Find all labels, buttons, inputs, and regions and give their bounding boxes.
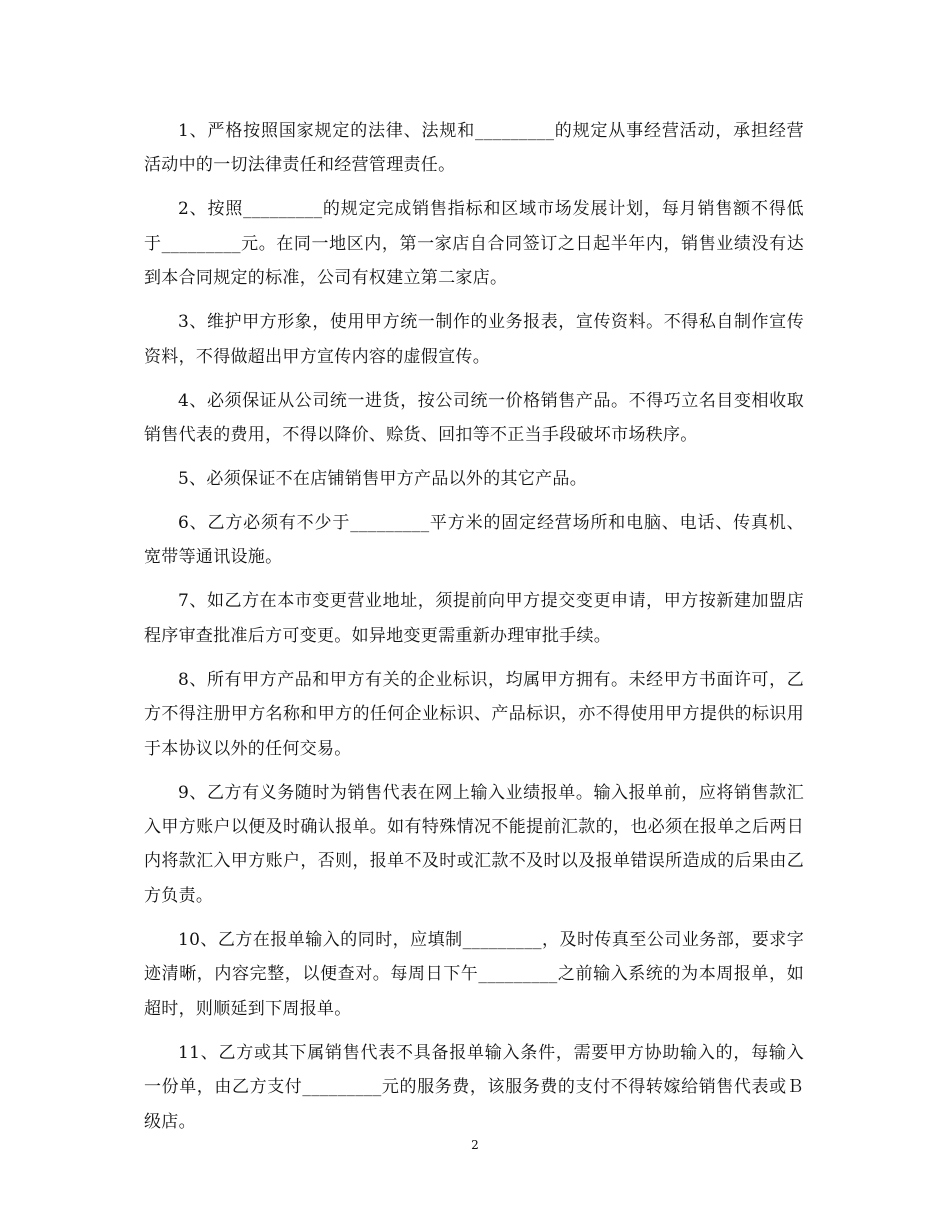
clause-8: 8、所有甲方产品和甲方有关的企业标识，均属甲方拥有。未经甲方书面许可，乙方不得注册甲方名称和甲方的任何企业标识、产品标识，亦不得使用甲方提供的标识用于本协议以外的任何交易。 — [144, 669, 804, 759]
clause-7: 7、如乙方在本市变更营业地址，须提前向甲方提交变更申请，甲方按新建加盟店程序审查批准后方可变更。如异地变更需重新办理审批手续。 — [144, 591, 804, 646]
document-body — [144, 114, 804, 1149]
page-number: 2 — [471, 1138, 479, 1152]
clause-3: 3、维护甲方形象，使用甲方统一制作的业务报表，宣传资料。不得私自制作宣传资料，不得做超出甲方宣传内容的虚假宣传。 — [144, 312, 804, 367]
clause-2: 2、按照_________的规定完成销售指标和区域市场发展计划，每月销售额不得低于_________元。在同一地区内，第一家店自合同签订之日起半年内，销售业绩没有达到本合同规定的标准，公司有权建立第二家店。 — [144, 199, 804, 289]
clause-10: 10、乙方在报单输入的同时，应填制_________，及时传真至公司业务部，要求字迹清晰，内容完整，以便查对。每周日下午_________之前输入系统的为本周报单，如超时，则顺延到下周报单。 — [144, 929, 804, 1019]
clause-1: 1、严格按照国家规定的法律、法规和_________的规定从事经营活动，承担经营活动中的一切法律责任和经营管理责任。 — [144, 121, 804, 176]
clause-4: 4、必须保证从公司统一进货，按公司统一价格销售产品。不得巧立名目变相收取销售代表的费用，不得以降价、赊货、回扣等不正当手段破坏市场秩序。 — [144, 390, 804, 446]
clause-6: 6、乙方必须有不少于_________平方米的固定经营场所和电脑、电话、传真机、宽带等通讯设施。 — [144, 513, 804, 568]
clause-9: 9、乙方有义务随时为销售代表在网上输入业绩报单。输入报单前，应将销售款汇入甲方账户以便及时确认报单。如有特殊情况不能提前汇款的，也必须在报单之后两日内将款汇入甲方账户，否则，报单不及时或汇款不及时以及报单错误所造成的后果由乙方负责。 — [144, 782, 804, 906]
clause-11: 11、乙方或其下属销售代表不具备报单输入条件，需要甲方协助输入的，每输入一份单，由乙方支付_________元的服务费，该服务费的支付不得转嫁给销售代表或Ｂ级店。 — [144, 1042, 804, 1132]
clause-5: 5、必须保证不在店铺销售甲方产品以外的其它产品。 — [178, 469, 588, 490]
